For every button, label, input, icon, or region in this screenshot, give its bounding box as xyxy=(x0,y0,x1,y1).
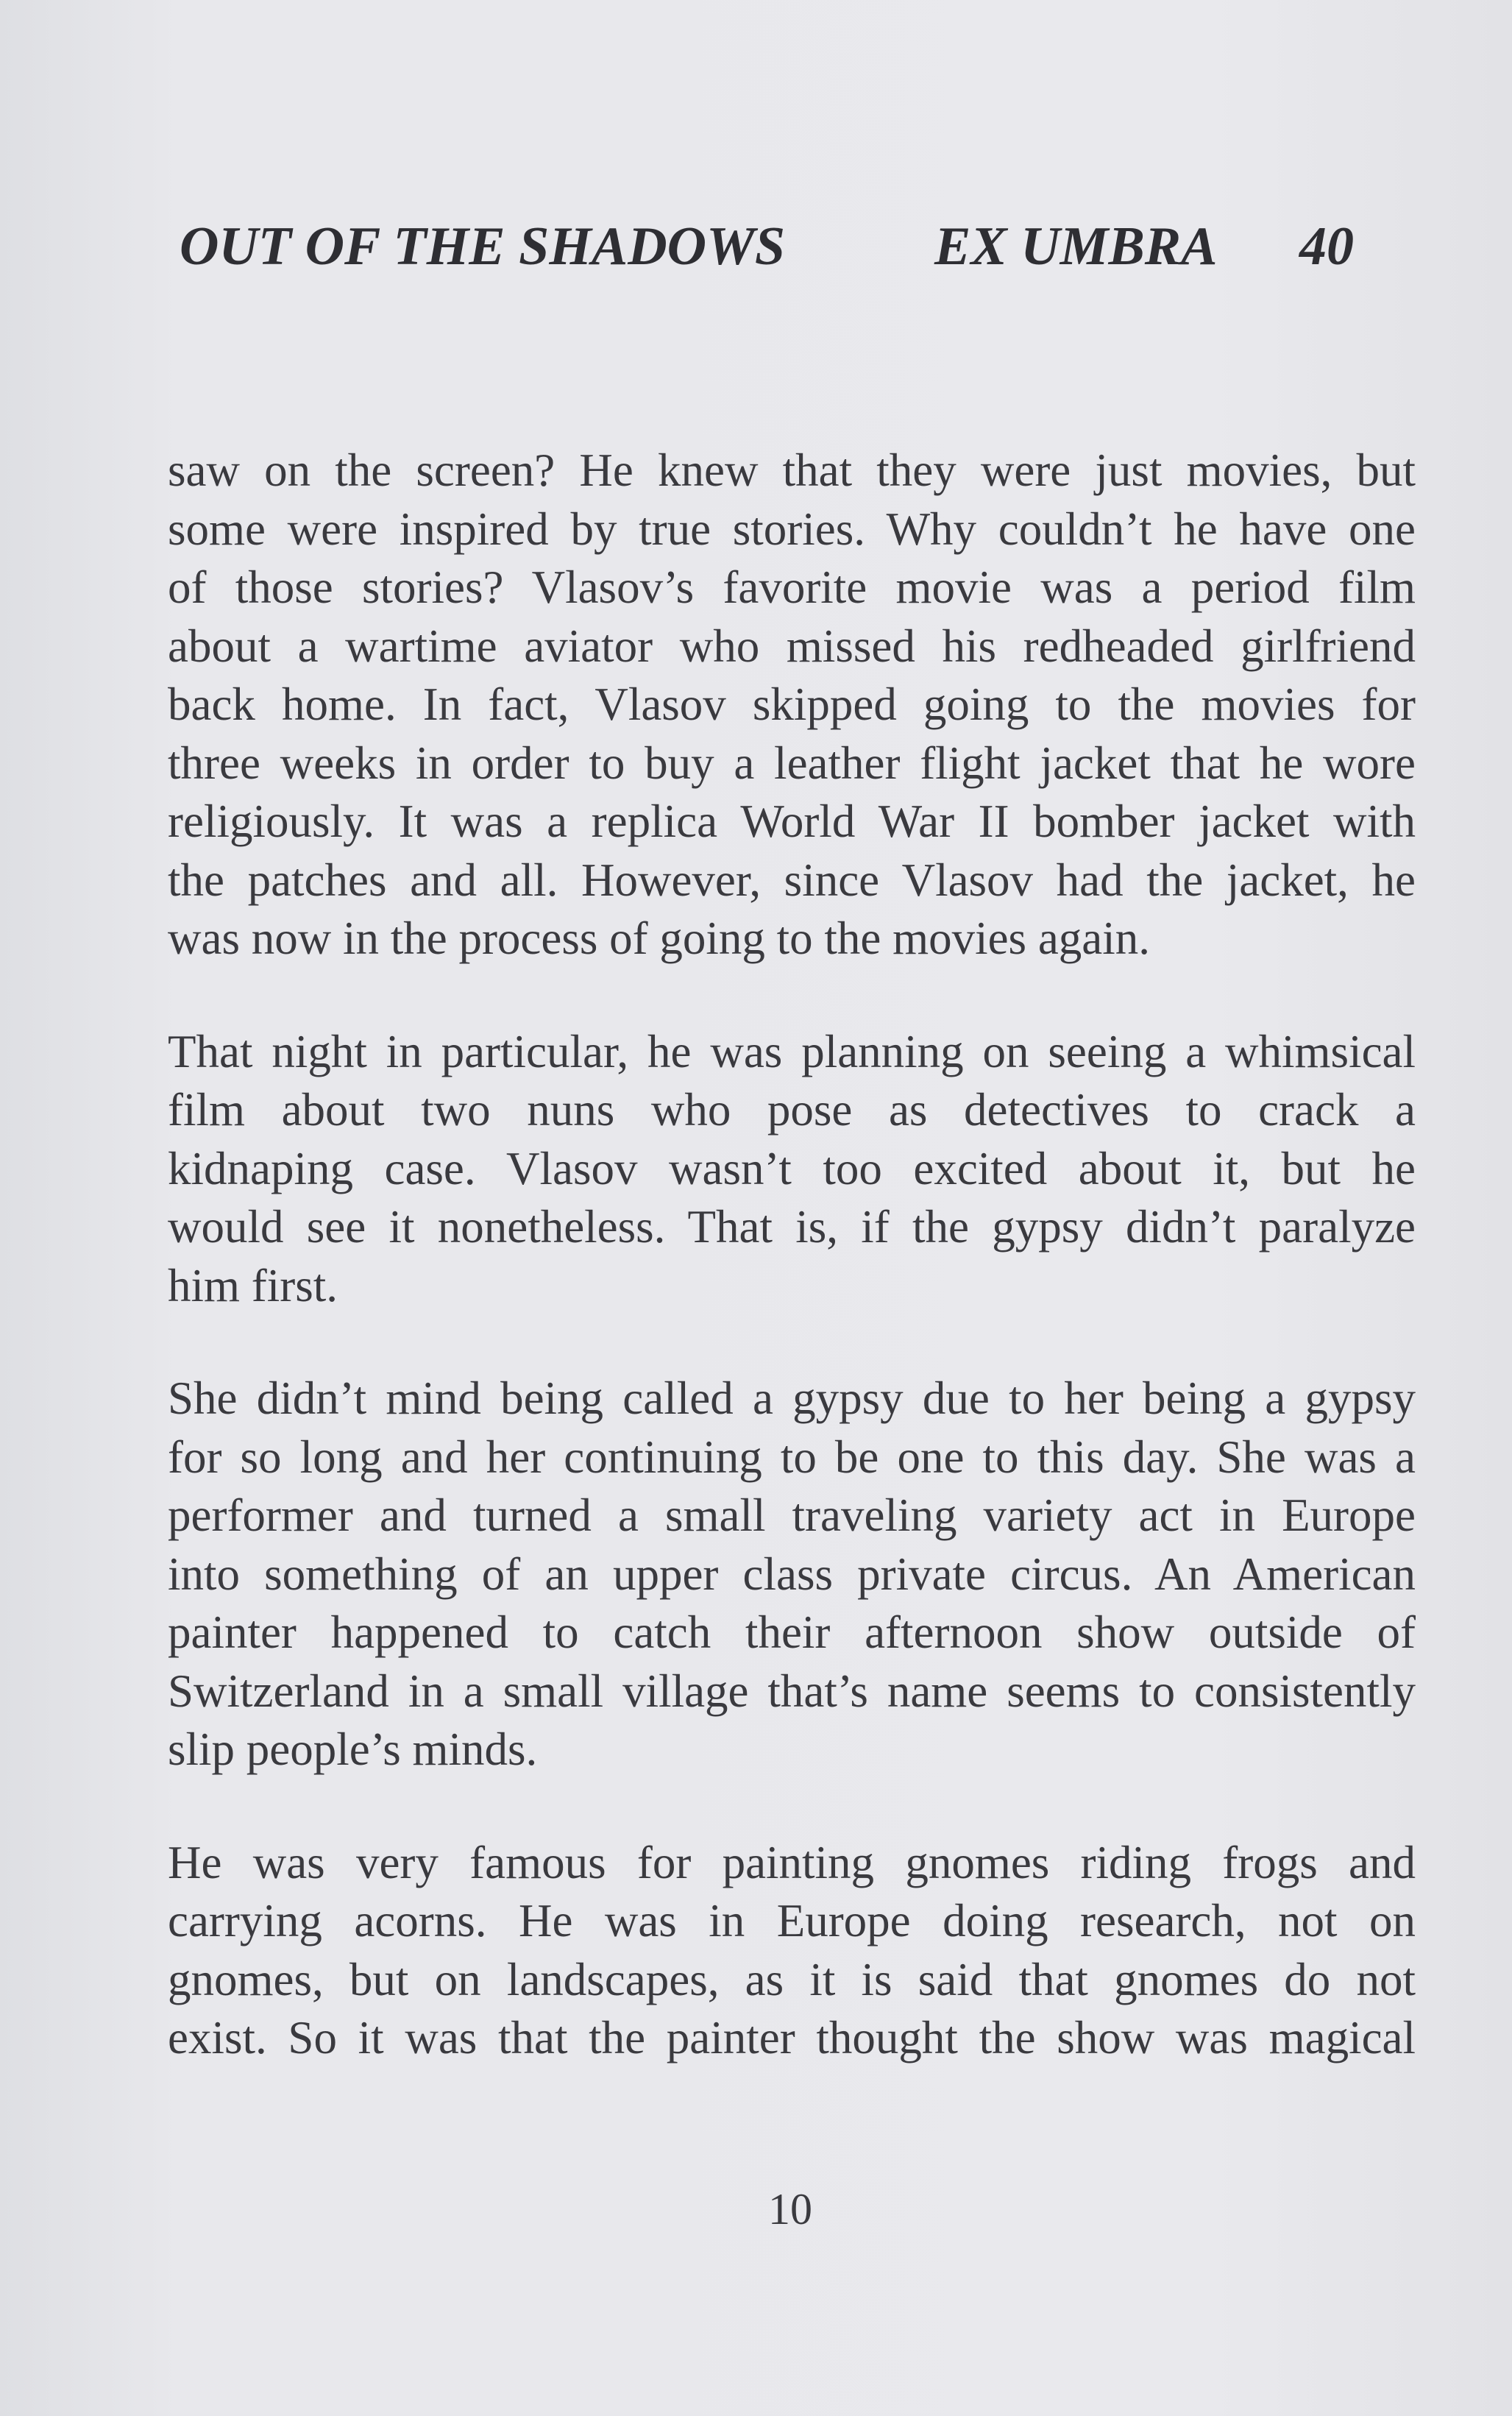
text-line: saw on the screen? He knew that they were just movies, but xyxy=(168,444,1416,496)
paragraph-4 xyxy=(168,1834,1416,2068)
running-header xyxy=(180,206,1371,287)
text-line: That night in particular, he was planning on seeing a whimsical xyxy=(168,1025,1416,1077)
text-line: about a wartime aviator who missed his redheaded girlfriend xyxy=(168,620,1416,672)
text-line: painter happened to catch their afternoon show outside of xyxy=(168,1606,1416,1658)
text-line: back home. In fact, Vlasov skipped going to the movies for xyxy=(168,679,1416,730)
text-line: would see it nonetheless. That is, if the gypsy didn’t paralyze xyxy=(168,1201,1416,1253)
text-line: carrying acorns. He was in Europe doing research, not on xyxy=(168,1895,1416,1946)
text-line: She didn’t mind being called a gypsy due to her being a gypsy xyxy=(168,1372,1416,1424)
text-line: film about two nuns who pose as detectives to crack a xyxy=(168,1084,1416,1136)
text-line: for so long and her continuing to be one to this day. She was a xyxy=(168,1431,1416,1483)
text-line: kidnaping case. Vlasov wasn’t too excited about it, but he xyxy=(168,1142,1416,1194)
header-title-right: EX UMBRA xyxy=(934,216,1218,277)
header-title-left: OUT OF THE SHADOWS xyxy=(180,216,786,277)
text-line: slip people’s minds. xyxy=(168,1724,538,1775)
text-line: him first. xyxy=(168,1259,338,1311)
paragraph-1 xyxy=(168,442,1416,968)
text-line: some were inspired by true stories. Why couldn’t he have one xyxy=(168,503,1416,555)
text-line: He was very famous for painting gnomes riding frogs and xyxy=(168,1836,1416,1888)
text-line: the patches and all. However, since Vlasov had the jacket, he xyxy=(168,854,1416,906)
text-line: into something of an upper class private circus. An American xyxy=(168,1548,1416,1600)
text-line: performer and turned a small traveling variety act in Europe xyxy=(168,1489,1416,1541)
body-text xyxy=(168,442,1416,2122)
paragraph-2 xyxy=(168,1023,1416,1316)
text-line: three weeks in order to buy a leather flight jacket that he wore xyxy=(168,737,1416,789)
text-line: was now in the process of going to the movies again. xyxy=(168,913,1150,964)
page-number: 10 xyxy=(768,2185,812,2233)
text-line: Switzerland in a small village that’s name seems to consistently xyxy=(168,1665,1416,1717)
text-line: religiously. It was a replica World War II bomber jacket with xyxy=(168,796,1416,847)
header-page-ref: 40 xyxy=(1299,216,1354,277)
paragraph-3 xyxy=(168,1370,1416,1779)
text-line: gnomes, but on landscapes, as it is said that gnomes do not xyxy=(168,1953,1416,2005)
text-line: of those stories? Vlasov’s favorite movie was a period film xyxy=(168,562,1416,613)
text-line: exist. So it was that the painter thought the show was magical xyxy=(168,2012,1416,2063)
